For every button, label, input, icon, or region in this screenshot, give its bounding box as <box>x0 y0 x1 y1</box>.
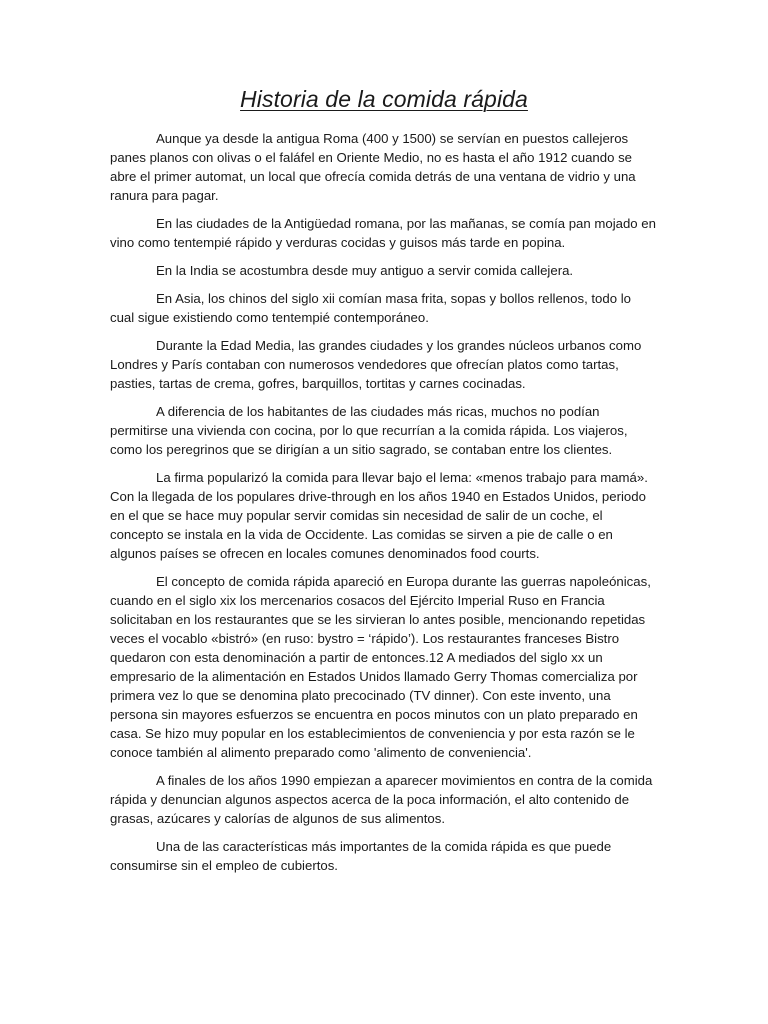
paragraph-4: En Asia, los chinos del siglo xii comían masa frita, sopas y bollos rellenos, todo lo cual sigue existiendo como tentempié contemporáneo. <box>110 291 631 325</box>
paragraph-2: En las ciudades de la Antigüedad romana, por las mañanas, se comía pan mojado en vino como tentempié rápido y verduras cocidas y guisos más tarde en popina. <box>110 216 656 250</box>
paragraph-6: A diferencia de los habitantes de las ciudades más ricas, muchos no podían permitirse una vivienda con cocina, por lo que recurrían a la comida rápida. Los viajeros, como los peregrinos que se dirigían a un sitio sagrado, se contaban entre los clientes. <box>110 404 628 457</box>
paragraph-9: A finales de los años 1990 empiezan a aparecer movimientos en contra de la comida rápida y denuncian algunos aspectos acerca de la poca información, el alto contenido de grasas, azúcares y calorías de algunos de sus alimentos. <box>110 773 653 826</box>
paragraph-10: Una de las características más importantes de la comida rápida es que puede consumirse sin el empleo de cubiertos. <box>110 839 612 873</box>
paragraph-1: Aunque ya desde la antigua Roma (400 y 1500) se servían en puestos callejeros panes planos con olivas o el faláfel en Oriente Medio, no es hasta el año 1912 cuando se abre el primer automat, un local que ofrecía comida detrás de una ventana de vidrio y una ranura para pagar. <box>110 131 636 203</box>
paragraph-5: Durante la Edad Media, las grandes ciudades y los grandes núcleos urbanos como Londres y París contaban con numerosos vendedores que ofrecían platos como tartas, pasties, tartas de crema, gofres, barquillos, tortitas y carnes cocinadas. <box>110 338 642 391</box>
paragraph-3: En la India se acostumbra desde muy antiguo a servir comida callejera. <box>156 263 574 278</box>
document-body <box>110 129 658 884</box>
paragraph-8: El concepto de comida rápida apareció en Europa durante las guerras napoleónicas, cuando en el siglo xix los mercenarios cosacos del Ejército Imperial Ruso en Francia solicitaban en los restaurantes que se les sirvieran lo antes posible, mencionando repetidas veces el vocablo «bistró» (en ruso: bystro = ‘rápido’). Los restaurantes franceses Bistro quedaron con esta denominación a partir de entonces.12 A mediados del siglo xx un empresario de la alimentación en Estados Unidos llamado Gerry Thomas comercializa por primera vez lo que se denomina plato precocinado (TV dinner). Con este invento, una persona sin mayores esfuerzos se encuentra en pocos minutos con un plato preparado en casa. Se hizo muy popular en los establecimientos de conveniencia y por esta razón se le conoce también al alimento preparado como 'alimento de conveniencia'. <box>110 574 651 760</box>
paragraph-7: La firma popularizó la comida para llevar bajo el lema: «menos trabajo para mamá». Con la llegada de los populares drive-through en los años 1940 en Estados Unidos, periodo en el que se hace muy popular servir comidas sin necesidad de salir de un coche, el concepto se instala en la vida de Occidente. Las comidas se sirven a pie de calle o en algunos países se ofrecen en locales comunes denominados food courts. <box>110 470 648 561</box>
document-title: Historia de la comida rápida <box>240 86 528 112</box>
